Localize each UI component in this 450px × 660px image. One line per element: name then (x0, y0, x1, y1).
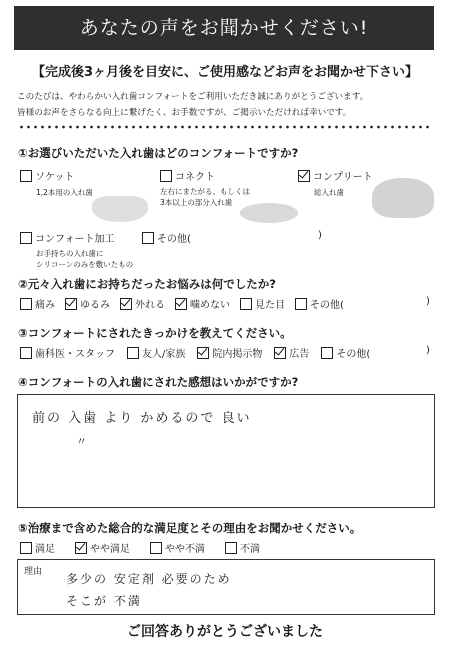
q1-checkbox-other[interactable] (142, 232, 154, 244)
q2-option-appearance[interactable] (240, 296, 285, 311)
q5-reason-label: 理由 (24, 567, 43, 577)
q5-reason-box[interactable] (17, 559, 435, 615)
q5-label-dissatisfied: 不満 (240, 544, 260, 555)
q3-option-advertisement[interactable] (274, 345, 309, 360)
q1-label-processing: コンフォート加工 (35, 234, 115, 245)
q2-option-cant-chew[interactable] (175, 296, 230, 311)
q3-other-close: ) (426, 345, 430, 356)
q1-label-connect: コネクト (175, 172, 215, 183)
q2-label-appearance: 見た目 (255, 300, 285, 311)
q4-answer-line-2: 〃 (76, 435, 89, 448)
denture-image-connect (240, 203, 298, 223)
q1-label-socket: ソケット (35, 172, 75, 183)
q1-note-processing-1: お手持ちの入れ歯に (36, 249, 104, 258)
q1-other-close: ) (318, 230, 322, 241)
q3-label-other: その他( (336, 349, 371, 360)
q3-checkbox-dentist-staff[interactable] (20, 347, 32, 359)
q3-checkbox-advertisement[interactable] (274, 347, 286, 359)
q3-option-friend-family[interactable] (127, 345, 185, 360)
q1-option-complete[interactable] (298, 168, 373, 198)
q1-option-connect[interactable] (160, 168, 250, 208)
q2-option-loose[interactable] (65, 296, 110, 311)
q3-checkbox-clinic-poster[interactable] (197, 347, 209, 359)
q5-checkbox-somewhat-dissatisfied[interactable] (150, 542, 162, 554)
q1-checkbox-socket[interactable] (20, 170, 32, 182)
q5-options (20, 540, 260, 555)
survey-subtitle: 【完成後3ヶ月後を目安に、ご使用感などお声をお聞かせ下さい】 (31, 65, 419, 80)
q2-checkbox-cant-chew[interactable] (175, 298, 187, 310)
q1-checkbox-complete[interactable] (298, 170, 310, 182)
q2-question: ②元々入れ歯にお持ちだったお悩みは何でしたか? (18, 277, 276, 291)
q3-option-other[interactable] (321, 345, 370, 360)
q5-checkbox-satisfied[interactable] (20, 542, 32, 554)
intro-line-1: このたびは、やわらかい入れ歯コンフォートをご利用いただき誠にありがとうございます。 (17, 92, 369, 102)
q3-label-advertisement: 広告 (289, 349, 310, 360)
q3-label-friend-family: 友人/家族 (142, 349, 186, 360)
q3-question: ③コンフォートにされたきっかけを教えてください。 (18, 326, 292, 340)
q5-label-somewhat-satisfied: やや満足 (90, 544, 130, 555)
q5-checkbox-somewhat-satisfied[interactable] (75, 542, 87, 554)
q3-checkbox-other[interactable] (321, 347, 333, 359)
q1-note-processing-2: シリコーンのみを敷いたもの (36, 260, 134, 269)
q2-checkbox-falls-out[interactable] (120, 298, 132, 310)
denture-image-socket (92, 196, 148, 222)
q5-reason-line-2: そこが 不満 (66, 594, 142, 608)
q2-label-falls-out: 外れる (135, 300, 165, 311)
q4-answer-box[interactable] (17, 394, 435, 508)
q1-note-complete: 総入れ歯 (314, 188, 344, 197)
q2-option-other[interactable] (295, 296, 344, 311)
q2-checkbox-appearance[interactable] (240, 298, 252, 310)
q1-checkbox-connect[interactable] (160, 170, 172, 182)
q1-checkbox-processing[interactable] (20, 232, 32, 244)
q5-label-satisfied: 満足 (35, 544, 55, 555)
q3-options (20, 345, 370, 360)
q3-label-dentist-staff: 歯科医・スタッフ (35, 349, 115, 360)
q2-checkbox-other[interactable] (295, 298, 307, 310)
q2-label-pain: 痛み (35, 300, 55, 311)
q5-option-somewhat-dissatisfied[interactable] (150, 540, 205, 555)
q3-checkbox-friend-family[interactable] (127, 347, 139, 359)
q1-option-other[interactable] (142, 230, 191, 245)
q5-question: ⑤治療まで含めた総合的な満足度とその理由をお聞かせください。 (18, 521, 362, 535)
q2-label-cant-chew: 噛めない (190, 300, 230, 311)
q1-note-connect-1: 左右にまたがる、もしくは (160, 187, 250, 196)
q5-reason-line-1: 多少の 安定剤 必要のため (66, 572, 232, 586)
q3-label-clinic-poster: 院内掲示物 (212, 349, 263, 360)
q4-answer-line-1: 前の 入歯 より かめるので 良い (32, 411, 252, 426)
dotted-divider (18, 125, 432, 129)
q1-label-complete: コンプリート (313, 172, 373, 183)
q1-option-socket[interactable] (20, 168, 93, 198)
denture-image-complete (372, 178, 434, 218)
q5-option-satisfied[interactable] (20, 540, 55, 555)
q3-option-dentist-staff[interactable] (20, 345, 115, 360)
q1-note-socket: 1,2本用の入れ歯 (36, 188, 93, 197)
q2-checkbox-loose[interactable] (65, 298, 77, 310)
q3-option-clinic-poster[interactable] (197, 345, 262, 360)
q2-label-loose: ゆるみ (80, 300, 110, 311)
q2-other-close: ) (426, 296, 430, 307)
q5-option-dissatisfied[interactable] (225, 540, 260, 555)
q5-checkbox-dissatisfied[interactable] (225, 542, 237, 554)
q1-option-processing[interactable] (20, 230, 133, 270)
q2-option-falls-out[interactable] (120, 296, 165, 311)
q2-checkbox-pain[interactable] (20, 298, 32, 310)
q5-label-somewhat-dissatisfied: やや不満 (165, 544, 205, 555)
q2-option-pain[interactable] (20, 296, 55, 311)
q1-label-other: その他( (157, 234, 191, 245)
thank-you-message: ご回答ありがとうございました (127, 624, 323, 640)
q4-question: ④コンフォートの入れ歯にされた感想はいかがですか? (18, 375, 299, 389)
intro-text (17, 89, 437, 121)
intro-line-2: 皆様のお声をさらなる向上に繋げたく、お手数ですが、ご掲示いただければ幸いです。 (17, 108, 352, 118)
survey-title: あなたの声をお聞かせください! (14, 6, 434, 50)
q1-question: ①お選びいただいた入れ歯はどのコンフォートですか? (18, 146, 299, 160)
q2-options (20, 296, 344, 311)
q1-note-connect-2: 3本以上の部分入れ歯 (160, 198, 233, 207)
q2-label-other: その他( (310, 300, 344, 311)
q5-option-somewhat-satisfied[interactable] (75, 540, 130, 555)
